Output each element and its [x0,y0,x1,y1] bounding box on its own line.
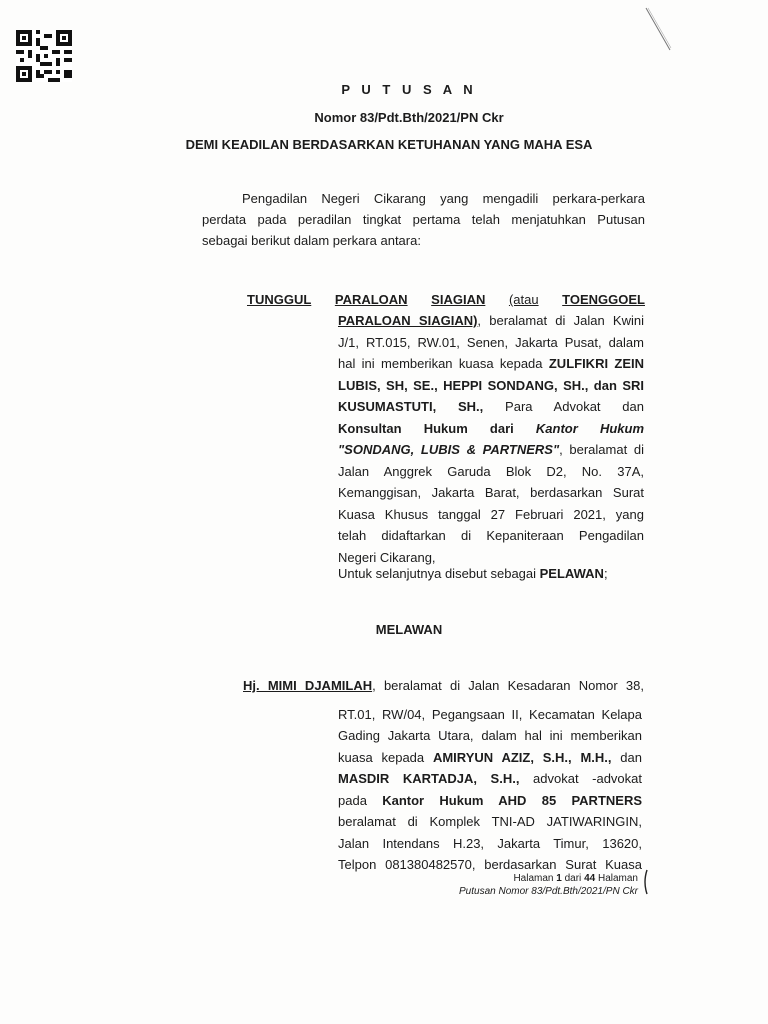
detail-text: , beralamat di [559,442,644,457]
detail-line: J/1, RT.015, RW.01, Senen, Jakarta Pusat, dalam [338,334,644,350]
attorney-name: AMIRYUN AZIZ, S.H., M.H., [432,749,612,765]
law-firm-label: Kantor Hukum [535,420,645,436]
case-number: Nomor 83/Pdt.Bth/2021/PN Ckr [314,110,504,125]
designation-text: Untuk selanjutnya disebut sebagai [338,566,540,581]
plaintiff-name-word: PARALOAN [334,292,408,307]
plaintiff-name-word: (atau [508,292,539,307]
detail-line: beralamat di Komplek TNI-AD JATIWARINGIN, [338,814,642,829]
plaintiff-name-word: SIAGIAN [431,292,486,307]
detail-line: Jalan Anggrek Garuda Blok D2, No. 37A, [338,463,644,479]
plaintiff-alias: PARALOAN SIAGIAN) [338,313,478,328]
defendant-details-continued [338,682,642,876]
page-counter [459,872,638,885]
page-footer [459,872,638,898]
detail-line: Kuasa Khusus tanggal 27 Februari 2021, yang [338,506,644,522]
intro-line: Pengadilan Negeri Cikarang yang mengadili perkara-perkara [242,191,645,206]
attorney-name: ZULFIKRI ZEIN [548,356,645,371]
invocation-heading: DEMI KEADILAN BERDASARKAN KETUHANAN YANG MAHA ESA [185,137,593,152]
plaintiff-name-word: TOENGGOEL [562,292,645,307]
attorney-names: LUBIS, SH, SE., HEPPI SONDANG, SH., dan SRI [338,377,644,393]
attorney-name: KUSUMASTUTI, SH., [338,399,484,414]
versus-heading: MELAWAN [375,622,443,637]
plaintiff-designation [338,566,608,581]
law-firm-name: Kantor Hukum AHD 85 PARTNERS [382,792,642,808]
intro-line: perdata pada peradilan tingkat pertama telah menjatuhkan Putusan [202,212,645,227]
detail-text: Konsultan Hukum dari [338,420,536,436]
detail-line: Telpon 081380482570, berdasarkan Surat Kuasa [338,857,642,872]
law-firm-name: "SONDANG, LUBIS & PARTNERS" [338,442,560,457]
intro-paragraph [202,188,645,251]
page-mark [642,868,650,896]
detail-line [338,682,642,704]
defendant-name: Hj. MIMI DJAMILAH [243,678,373,693]
detail-line: telah didaftarkan di Kepaniteraan Pengadilan [338,528,644,543]
detail-line: Kemanggisan, Jakarta Barat, berdasarkan Surat [338,485,644,500]
plaintiff-name [247,289,645,310]
intro-line: sebagai berikut dalam perkara antara: [202,233,421,248]
page-text: Halaman [595,873,638,884]
attorney-name: MASDIR KARTADJA, S.H., [338,771,520,786]
document-title: P U T U S A N [341,82,477,97]
detail-text: pada [338,792,383,808]
plaintiff-name-word: TUNGGUL [247,292,312,307]
plaintiff-address: , beralamat di Jalan Kwini [477,313,644,328]
detail-line: Jalan Intendans H.23, Jakarta Timur, 13620, [338,835,642,851]
detail-text: Para Advokat dan [483,399,644,414]
designation-role: PELAWAN [539,566,604,581]
plaintiff-details [338,310,644,568]
qr-code [16,30,72,82]
page-text: dari [561,873,585,884]
page-number: 1 [556,873,562,884]
detail-line: RT.01, RW/04, Pegangsaan II, Kecamatan Kelapa [338,706,642,722]
detail-text: advokat -advokat [519,771,642,786]
detail-line: Gading Jakarta Utara, dalam hal ini memberikan [338,728,642,743]
footer-case-number: Putusan Nomor 83/Pdt.Bth/2021/PN Ckr [459,886,638,897]
page-total: 44 [584,873,596,884]
designation-end: ; [603,566,608,581]
defendant-address: , beralamat di Jalan Kesadaran Nomor 38, [372,678,644,693]
detail-text: hal ini memberikan kuasa kepada [338,356,549,371]
page-text: Halaman [513,873,557,884]
detail-text: dan [611,749,642,765]
detail-text: kuasa kepada [338,749,433,765]
detail-line: Negeri Cikarang, [338,549,436,565]
pen-mark [640,6,680,56]
